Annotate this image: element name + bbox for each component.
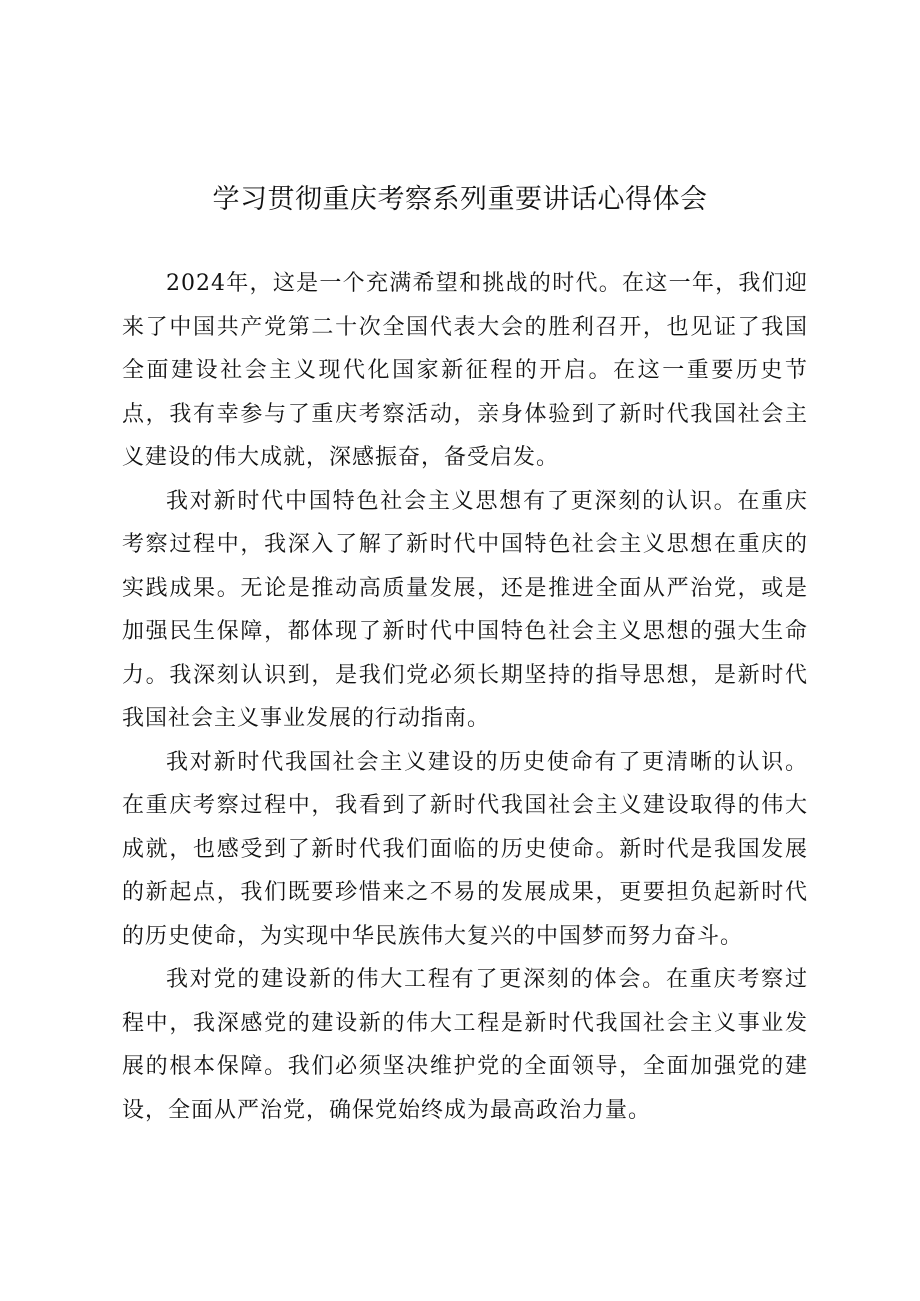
document-body (122, 262, 808, 1132)
paragraph-4: 我对党的建设新的伟大工程有了更深刻的体会。在重庆考察过程中，我深感党的建设新的伟大工程是新时代我国社会主义事业发展的根本保障。我们必须坚决维护党的全面领导，全面加强党的建设，全面从严治党，确保党始终成为最高政治力量。 (122, 967, 808, 1123)
paragraph-3: 我对新时代我国社会主义建设的历史使命有了更清晰的认识。在重庆考察过程中，我看到了新时代我国社会主义建设取得的伟大成就，也感受到了新时代我们面临的历史使命。新时代是我国发展的新起点，我们既要珍惜来之不易的发展成果，更要担负起新时代的历史使命，为实现中华民族伟大复兴的中国梦而努力奋斗。 (122, 749, 808, 949)
document-title: 学习贯彻重庆考察系列重要讲话心得体会 (212, 184, 708, 215)
paragraph-1: 2024年，这是一个充满希望和挑战的时代。在这一年，我们迎来了中国共产党第二十次全国代表大会的胜利召开，也见证了我国全面建设社会主义现代化国家新征程的开启。在这一重要历史节点，我有幸参与了重庆考察活动，亲身体验到了新时代我国社会主义建设的伟大成就，深感振奋，备受启发。 (122, 271, 808, 470)
paragraph-2: 我对新时代中国特色社会主义思想有了更深刻的认识。在重庆考察过程中，我深入了解了新时代中国特色社会主义思想在重庆的实践成果。无论是推动高质量发展，还是推进全面从严治党，或是加强民生保障，都体现了新时代中国特色社会主义思想的强大生命力。我深刻认识到，是我们党必须长期坚持的指导思想，是新时代我国社会主义事业发展的行动指南。 (122, 488, 808, 731)
